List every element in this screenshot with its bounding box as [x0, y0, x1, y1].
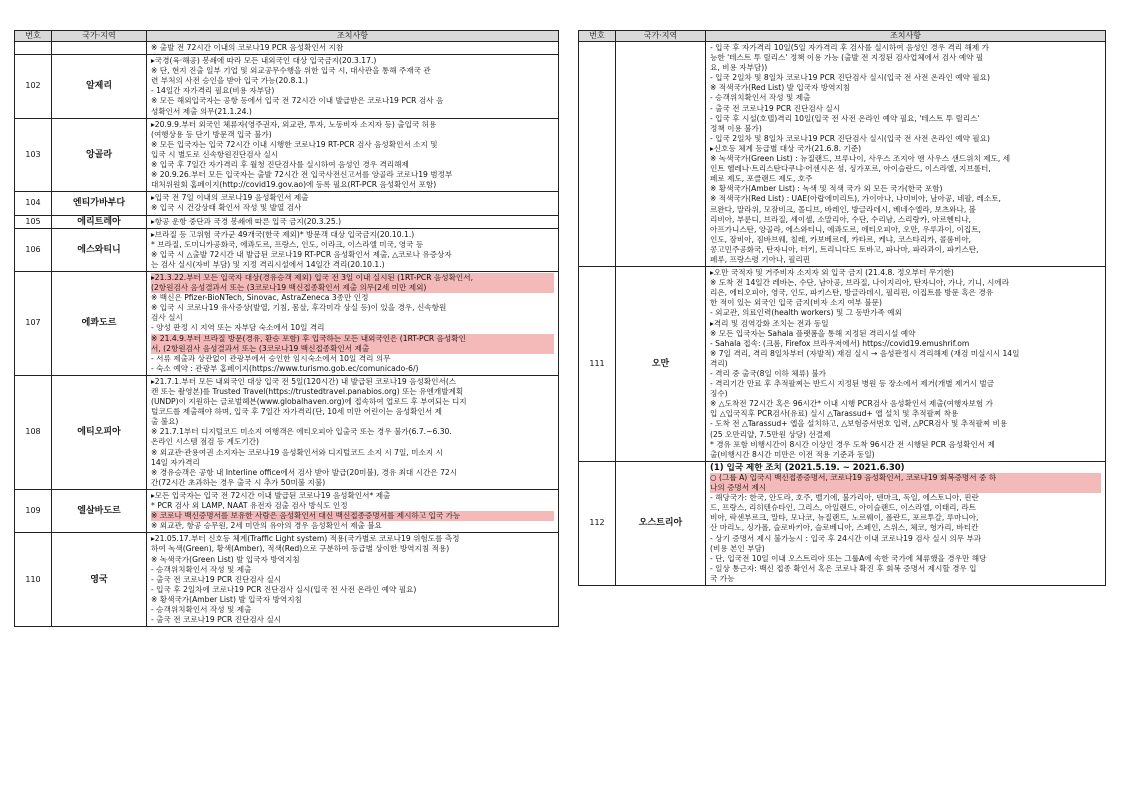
measure-line: ※ 입국 후 7일간 자가격리 후 월청 진단검사를 실시하여 음성인 경우 격리해제: [151, 160, 409, 170]
measure-line: 산 마리노, 싱가폴, 슬로바키아, 슬로베니아, 스페인, 스위스, 체코, 헝가리, 바티칸: [710, 523, 979, 533]
measure-line: - Sahala 접속: (크롬, Firefox 브라우저에서) https://covid19.emushrif.om: [710, 338, 970, 348]
measure-line: ※ 황색국가(Amber List) : 녹색 및 적색 국가 외 모든 국가(한국 포함): [710, 184, 943, 194]
measure-line: - 양성 판정 시 지역 또는 자부담 숙소에서 10일 격리: [151, 323, 325, 333]
measure-line: ※ 20.9.26.부터 모든 입국자는 출발 72시간 전 입국사전신고서를 앙골라 코로나19 범정부: [151, 170, 453, 180]
measures-cell: [147, 215, 559, 228]
measure-line: - 입국 2일차 및 8일차 코로나19 PCR 진단검사 실시(입국 전 사전 온라인 예약 필요): [710, 133, 990, 143]
measure-line: ※ 21.7.1부터 디지털코드 미소지 여행객은 에티오피아 입출국 또는 경우 불가(6.7.~6.30.: [151, 427, 452, 437]
measures-table-right: [578, 30, 1106, 586]
measure-line: 비아, 락센부르크, 말타, 모나코, 뉴질랜드, 노르웨이, 폴란드, 포르투갈, 루마니아,: [710, 513, 979, 523]
row-number: 109: [15, 489, 52, 532]
measure-line: - 도착 전 △Tarassud+ 앱을 설치하고, △보험증서번호 입력, △PCR검사 및 추적팔찌 비용: [710, 419, 1008, 429]
country-name: [52, 42, 147, 55]
measure-line: - 단, 입국전 10일 이내 오스트리아 또는 그룹A에 속한 국가에 체류했을 경우만 해당: [710, 553, 987, 563]
measures-cell: [147, 192, 559, 215]
table-row: [579, 267, 1106, 462]
measure-line: ※ 적색국가(Red List) : UAE(아랍에미리트), 가이아나, 나미비아, 남아공, 네팔, 레소토,: [710, 194, 1001, 204]
measure-line: - 입국 후 시설(호텔)격리 10일(입국 전 사전 온라인 예약 필요, '테스트 투 릴리스': [710, 113, 980, 123]
measures-cell: [706, 461, 1106, 585]
measure-line: ※ 입국 시 △출발 72시간 내 발급된 코로나19 RT-PCR 음성확인서 제출, △코로나 유증상자: [151, 249, 452, 259]
measure-line: - 출국 전 코로나19 PCR 진단검사 실시: [710, 103, 841, 113]
measure-line: ※ 황색국가(Amber List) 발 입국자 방역지침: [151, 594, 302, 604]
table-row: [15, 55, 559, 119]
table-row: [15, 489, 559, 532]
measure-line: ※ 모든 입국자는 입국 72시간 이내 시행한 코로나19 RT-PCR 검사 음성확인서 소지 및: [151, 139, 438, 149]
measure-line: ▸20.9.9.부터 외국인 체류자(영주권자, 외교관, 투자, 노동비자 소지자 등) 출입국 허용: [151, 119, 437, 129]
measure-line: 한 적이 있는 외국인 입국 금지(비자 소지 여부 불문): [710, 298, 882, 308]
measures-cell: [147, 42, 559, 55]
measure-line: - 출국 전 코로나19 PCR 진단검사 실시: [151, 574, 282, 584]
row-number: 104: [15, 192, 52, 215]
measure-line: (1) 입국 제한 조치 (2021.5.19. ~ 2021.6.30): [710, 462, 905, 473]
measure-line: 캔 또는 촬영본)를 Trusted Travel(https://trustedtravel.panabios.org) 또는 유엔개발계획: [151, 387, 464, 396]
table-row: [579, 461, 1106, 585]
measure-line: ○ (그룹 A) 입국시 백신접종증명서, 코로나19 음성확인서, 코로나19 회복증명서 중 하: [710, 473, 1101, 483]
measure-line: 리비아, 부룬디, 브라질, 세이셸, 소말리아, 수단, 수리남, 스리랑카, 아르헨티나,: [710, 214, 972, 224]
measures-cell: [147, 55, 559, 119]
measure-line: 능한 '테스트 투 릴리스' 정책 이용 가능 (출발 전 지정된 검사업체에서 검사 예약 필: [710, 53, 984, 63]
country-name: 에콰도르: [52, 271, 147, 375]
measure-line: 하여 녹색(Green), 황색(Amber), 적색(Red)으로 구분하여 등급별 상이한 방역지침 적용): [151, 544, 450, 554]
measure-line: 요, 비용 자부담)): [710, 63, 768, 73]
measure-line: 입국 시 별도로 신속항원진단검사 실시: [151, 149, 279, 159]
measure-line: ※ 모든 해외입국자는 공항 등에서 입국 전 72시간 이내 발급받은 코로나19 PCR 검사 음: [151, 96, 444, 106]
table-row: [15, 271, 559, 375]
measure-line: (여행상용 등 단기 방문객 입국 불가): [151, 129, 272, 139]
measure-line: * 경유 포함 비행시간이 8시간 이상인 경우 도착 96시간 전 시행된 PCR 음성확인서 제: [710, 439, 995, 449]
measure-line: 련 부처의 사전 승인을 받아 입국 가능(20.8.1.): [151, 76, 309, 86]
measure-line: 드, 프랑스, 리히텐슈타인, 그리스, 아일랜드, 아이슬랜드, 이스라엘, 이태리, 라트: [710, 503, 977, 513]
row-number: [15, 42, 52, 55]
measure-line: - 14일간 자가격리 필요(비용 자부담): [151, 86, 275, 96]
row-number: 106: [15, 228, 52, 271]
table-row: [15, 533, 559, 627]
measure-line: 르완다, 말라위, 모잠비크, 몰디브, 바레인, 방글라데시, 베네수엘라, 보츠와나, 볼: [710, 204, 977, 214]
measure-line: ▸모든 입국자는 입국 전 72시간 이내 발급된 코로나19 음성확인서* 제출: [151, 490, 391, 500]
country-name: 앙골라: [52, 118, 147, 192]
table-row: [15, 375, 559, 489]
measure-line: ※ 녹색국가(Green List) 발 입국자 방역지침: [151, 554, 300, 564]
measure-line: 는 검사 실시(자비 부담) 및 지정 격리시설에서 14일간 격리(20.10.1.): [151, 259, 385, 269]
row-number: 105: [15, 215, 52, 228]
measure-line: 아프가니스탄, 앙골라, 에스와티니, 에콰도르, 에티오피아, 오만, 우루과이, 이집트,: [710, 224, 981, 234]
row-number: 112: [579, 461, 616, 585]
header-measures: 조치사항: [147, 31, 559, 42]
measure-line: 인도, 잠비아, 짐바브웨, 칠레, 카보베르데, 카타르, 케냐, 코스타리카, 콜롬비아,: [710, 234, 972, 244]
measures-cell: [147, 271, 559, 375]
measure-line: 털코드를 제출해야 하며, 입국 후 7일간 자가격리(단, 10세 미만 어린이는 음성확인서 제: [151, 407, 442, 417]
measure-line: ▸국경(육·해공) 봉쇄에 따라 모든 내외국인 대상 입국금지(20.3.17.): [151, 56, 377, 66]
measure-line: ※ 백신은 Pfizer-BioNTech, Sinovac, AstraZeneca 3종만 인정: [151, 293, 369, 303]
measure-line: - 승객위치확인서 작성 및 제출: [710, 93, 811, 103]
measure-line: ※ 21.4.9.부터 브라질 방문(경유, 환승 포함) 후 입국하는 모든 내외국인은 (1RT-PCR 음성확인: [151, 334, 554, 344]
header-country: 국가·지역: [616, 31, 706, 42]
measure-line: ※ 모든 입국자는 Sahala 플랫폼을 통해 지정된 격리시설 예약: [710, 328, 916, 338]
measure-line: - 해당국가: 한국, 안도라, 호주, 벨기에, 불가리아, 덴마크, 독일, 에스토니아, 핀란: [710, 493, 979, 503]
measure-line: ※ 7일 격리, 격리 8일차부터 (자발적) 재검 실시 → 음성판정시 격리해제 (재검 미실시시 14일: [710, 348, 1020, 358]
measure-line: 나의 증명서 제시: [710, 483, 1101, 493]
row-number: 110: [15, 533, 52, 627]
measure-line: ▸오만 국적자 및 거주비자 소지자 외 입국 금지 (21.4.8. 정오부터 무기한): [710, 268, 954, 278]
measure-line: (2항원검사 음성결과서 또는 (3코로나19 백신접종확인서 제출 의무(2세 미만 제외): [151, 283, 554, 293]
country-name: 오만: [616, 267, 706, 462]
measure-line: - 승객위치확인서 작성 및 제출: [151, 564, 252, 574]
measure-line: 국 가능: [710, 573, 735, 583]
measure-line: - 격리 중 출국(8일 이하 체류) 불가: [710, 369, 827, 378]
measure-line: - 외교관, 의료인력(health workers) 및 그 동반가족 예외: [710, 308, 902, 318]
country-name: 에리트레아: [52, 215, 147, 228]
measure-line: 콩고민주공화국, 탄자니아, 터키, 트리니다드 토바고, 파나마, 파라과이, 파키스탄,: [710, 244, 979, 254]
measure-line: 격리): [710, 358, 728, 368]
measure-line: 징수): [710, 389, 728, 399]
header-measures: 조치사항: [706, 31, 1106, 42]
measure-line: 성확인서 제출 의무(21.1.24.): [151, 106, 252, 116]
table-row: [15, 118, 559, 192]
measure-line: 정책 이용 불가): [710, 123, 762, 133]
measure-line: ※ 도착 전 14일간 레바논, 수단, 남아공, 브라질, 나이지리아, 탄자니아, 가나, 기니, 시에라: [710, 278, 1010, 288]
country-name: 에티오피아: [52, 375, 147, 489]
measures-cell: [706, 267, 1106, 462]
measure-line: (UNDP)이 지원하는 글로벌헤븐(www.globalhaven.org)에 접속하여 업로드 후 부여되는 디지: [151, 397, 467, 407]
table-row: [15, 215, 559, 228]
header-country: 국가·지역: [52, 31, 147, 42]
table-row: [15, 192, 559, 215]
measure-line: - 입국 후 2일차에 코로나19 PCR 진단검사 실시(입국 전 사전 온라인 예약 필요): [151, 584, 417, 594]
measures-cell: [147, 489, 559, 532]
measure-line: ※ 출발 전 72시간 이내의 코로나19 PCR 음성확인서 지참: [151, 43, 344, 52]
row-number: [579, 42, 616, 267]
row-number: 102: [15, 55, 52, 119]
country-name: 오스트리아: [616, 461, 706, 585]
country-name: 에스와티니: [52, 228, 147, 271]
country-name: [616, 42, 706, 267]
country-name: 알제리: [52, 55, 147, 119]
measure-line: ※ 단, 현지 진출 일부 기업 및 외교공무수행을 위한 입국 시, 대사관을 통해 주재국 관: [151, 66, 431, 76]
row-number: 107: [15, 271, 52, 375]
measure-line: 서, (2항원검사 음성결과서 또는 (3코로나19 백신접종확인서 제출: [151, 344, 554, 354]
measures-cell: [706, 42, 1106, 267]
measure-line: - 출국 전 코로나19 PCR 진단검사 실시: [151, 615, 282, 625]
measure-line: ※ 녹색국가(Green List) : 뉴질랜드, 브루나이, 사우스 조지아 앤 사우스 샌드위치 제도, 세: [710, 154, 1011, 164]
measure-line: ※ 외교관, 항공 승무원, 2세 미만의 유아의 경우 음성확인서 제출 불요: [151, 521, 382, 531]
measure-line: ※ 경유승객은 공항 내 Interline office에서 검사 받아 발급(20미불), 경유 최대 시간은 72시: [151, 467, 458, 477]
measure-line: 대처위원회 홈페이지(http://covid19.gov.ao)에 등록 필요(RT-PCR 음성확인서 포함): [151, 180, 437, 190]
measure-line: 14일 자가격리: [151, 457, 200, 467]
measure-line: ▸21.05.17.부터 신호등 체계(Traffic Light system) 적용(국가별로 코로나19 위험도를 측정: [151, 534, 460, 544]
table-row: [15, 228, 559, 271]
measure-line: (25 오만리얄, 7.5만원 상당) 선결제: [710, 429, 831, 439]
country-name: 엔티가바부다: [52, 192, 147, 215]
measure-line: ▸격리 및 검역강화 조치는 전과 동일: [710, 318, 829, 328]
measure-line: ※ 적색국가(Red List) 발 입국자 방역지침: [710, 83, 851, 93]
measure-line: ※ 입국 시 코로나19 유사증상(발열, 기침, 몸살, 후각미각 상실 등)이 있을 경우, 신속항원: [151, 303, 447, 313]
measures-table-left: [14, 30, 559, 627]
measure-line: - 입국 2일차 및 8일차 코로나19 PCR 진단검사 실시(입국 전 사전 온라인 예약 필요): [710, 73, 990, 83]
measure-line: 페루, 프랑스령 기아나, 필리핀: [710, 254, 811, 264]
measure-line: 검사 실시: [151, 313, 183, 323]
measure-line: ※ △도착전 72시간 혹은 96시간* 이내 시행 PCR검사 음성확인서 제출(여행자보험 가: [710, 399, 993, 409]
measures-cell: [147, 533, 559, 627]
measure-line: - 일상 통근자: 백신 접종 확인서 혹은 코로나 확진 후 회복 증명서 제시할 경우 입: [710, 563, 977, 573]
row-number: 103: [15, 118, 52, 192]
measure-line: ※ 코로나 백신증명서를 보유한 사람은 음성확인서 대신 백신접종증명서를 제시하고 입국 가능: [151, 511, 554, 521]
measure-line: ▸21.7.1.부터 모든 내외국인 대상 입국 전 5일(120시간) 내 발급된 코로나19 음성확인서(스: [151, 376, 457, 386]
measure-line: ▸입국 전 7일 이내의 코로나19 음성확인서 제출: [151, 193, 309, 203]
table-row: [15, 42, 559, 55]
measure-line: - 숙소 예약 : 관광부 홈페이지(https://www.turismo.gob.ec/comunicado-6/): [151, 363, 419, 373]
measures-cell: [147, 118, 559, 192]
measure-line: * 브라질, 도미니카공화국, 에콰도르, 프랑스, 인도, 이라크, 이스라엘 미국, 영국 등: [151, 239, 424, 249]
measure-line: ▸21.3.22.부터 모든 입국자 대상(경유승객 제외) 입국 전 3일 이내 실시된 (1RT-PCR 음성확인서,: [151, 273, 554, 283]
measures-cell: [147, 228, 559, 271]
country-name: 엘살바도르: [52, 489, 147, 532]
measure-line: 입 △입국직후 PCR검사(유료) 실시 △Tarassud+ 앱 설치 및 추적팔찌 착용: [710, 409, 959, 419]
measure-line: * PCR 검사 외 LAMP, NAAT 유전자 검출 검사 방식도 인정: [151, 501, 348, 511]
measure-line: 온라인 시스템 점검 등 계도기간): [151, 437, 259, 447]
measure-line: (비용 본인 부담): [710, 543, 765, 553]
measure-line: 페로 제도, 포클랜드 제도, 호주: [710, 174, 813, 184]
header-number: 번호: [579, 31, 616, 42]
measure-line: 인트 헬레나·트리스탄다쿠냐·어센시온 섬, 싱가포르, 아이슬란드, 이스라엘, 지브롤터,: [710, 164, 991, 174]
measure-line: - 입국 후 자가격리 10일(5일 자가격리 후 검사를 실시하여 음성인 경우 격리 해제 가: [710, 43, 989, 52]
measure-line: ※ 외교관·관용여권 소지자는 코로나19 음성확인서와 디지털코드 소지 시 7일, 미소지 시: [151, 447, 443, 457]
table-header-row: [15, 31, 559, 42]
measure-line: - 상기 증명서 제시 불가능시 : 입국 후 24시간 이내 코로나19 검사 실시 의무 부과: [710, 533, 982, 543]
table-row: [579, 42, 1106, 267]
measure-line: 출 불요): [151, 417, 179, 427]
row-number: 111: [579, 267, 616, 462]
measure-line: - 격리기간 만료 후 추적팔찌는 반드시 지정된 병원 등 장소에서 제거(개별 제거시 벌금: [710, 379, 995, 389]
measure-line: 출(비행시간 8시간 미만은 이전 적용 기준과 동일): [710, 449, 875, 459]
header-number: 번호: [15, 31, 52, 42]
measure-line: 간(72시간 초과하는 경우 출국 시 추가 50미불 지불): [151, 477, 326, 487]
row-number: 108: [15, 375, 52, 489]
measure-line: ▸브라질 등 고위험 국가군 49개국(한국 제외)* 방문객 대상 입국금지(20.10.1.): [151, 229, 415, 239]
measure-line: - 서류 제출과 상관없이 관광부에서 승인한 임시숙소에서 10일 격리 의무: [151, 353, 391, 363]
measure-line: - 승객위치확인서 작성 및 제출: [151, 604, 252, 614]
measure-line: 리온, 에티오피아, 영국, 인도, 파키스탄, 방글라데시, 필리핀, 이집트를 방문 혹은 경유: [710, 288, 994, 298]
measure-line: ▸항공 운항 중단과 국경 봉쇄에 따른 입국 금지(20.3.25.): [151, 216, 342, 226]
table-header-row: [579, 31, 1106, 42]
measure-line: ※ 입국 시 건강상태 확인서 작성 및 발열 검사: [151, 203, 302, 213]
measure-line: ▸신호등 체계 등급별 대상 국가(21.6.8. 기준): [710, 143, 862, 153]
country-name: 영국: [52, 533, 147, 627]
measures-cell: [147, 375, 559, 489]
